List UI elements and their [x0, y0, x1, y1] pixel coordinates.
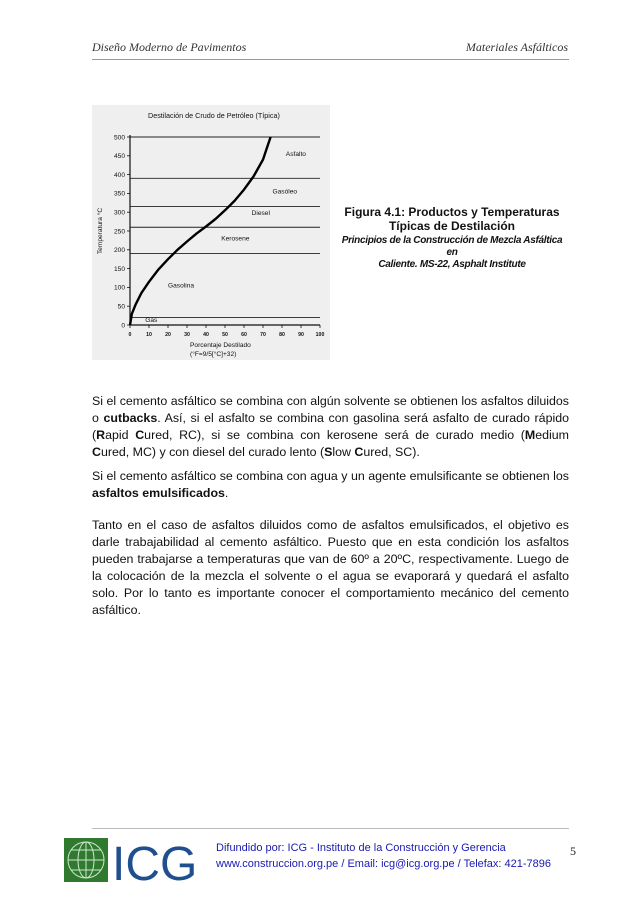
x-tick-label-1: 10: [146, 332, 152, 338]
x-tick-label-3: 30: [184, 332, 190, 338]
fraction-label-0: Gas: [145, 316, 158, 324]
x-tick-label-6: 60: [241, 332, 247, 338]
y-tick-label-10: 500: [113, 134, 125, 142]
fraction-label-2: Kerosene: [221, 235, 250, 243]
y-tick-label-7: 350: [113, 190, 125, 198]
paragraph-cutbacks: [92, 393, 569, 461]
text-run-10: ured, MC) y con diesel del curado lento (: [100, 445, 325, 459]
bold-run-3: R: [96, 428, 106, 442]
y-tick-label-5: 250: [113, 228, 125, 236]
text-run-14: ured, SC).: [363, 445, 420, 459]
x-tick-label-8: 80: [279, 332, 285, 338]
text-run-4: apid: [105, 428, 136, 442]
x-axis-note: (°F=9/5[°C]+32): [190, 351, 237, 358]
text-run-8: edium: [535, 428, 569, 442]
bold-run-5: C: [135, 428, 145, 442]
y-axis-label: Temperatura °C: [97, 207, 104, 255]
running-header-right: Materiales Asfálticos: [465, 40, 568, 54]
bold-run-11: S: [324, 445, 333, 459]
x-tick-label-2: 20: [165, 332, 171, 338]
text-run-0: Si el cemento asfáltico se combina con algún solvente se obtienen los asfaltos diluidos o: [92, 394, 569, 425]
bold-run-7: M: [524, 428, 536, 442]
y-tick-label-6: 300: [113, 209, 125, 217]
text-run-2: . Así, si el asfalto se combina con gasolina será asfalto de curado rápido (: [92, 411, 569, 442]
fraction-label-4: Gasóleo: [272, 188, 298, 196]
caption-title-line-2: Típicas de Destilación: [388, 219, 516, 233]
y-tick-label-4: 200: [113, 247, 125, 255]
figure-caption-source: [336, 235, 568, 271]
running-header-left: Diseño Moderno de Pavimentos: [92, 40, 247, 54]
y-tick-label-1: 50: [117, 303, 125, 311]
y-tick-label-8: 400: [113, 171, 125, 179]
x-tick-label-9: 90: [298, 332, 304, 338]
caption-source-line-1: Principios de la Construcción de Mezcla Asfáltica en: [341, 235, 563, 258]
text-run-2: .: [224, 486, 229, 500]
bold-run-1: asfaltos emulsificados: [92, 486, 225, 500]
caption-source-line-2: Caliente. MS-22, Asphalt Institute: [378, 259, 526, 270]
bold-run-13: C: [354, 445, 364, 459]
text-run-12: low: [332, 445, 355, 459]
bold-run-1: cutbacks: [103, 411, 158, 425]
chart-title: Destilación de Crudo de Petróleo (Típica): [148, 111, 280, 120]
caption-title-line-1: Figura 4.1: Productos y Temperaturas: [344, 205, 560, 219]
distillation-curve-0: [130, 137, 271, 325]
figure-caption-title: [336, 205, 568, 233]
footer-distribution: Difundido por: ICG - Instituto de la Construcción y Gerencia: [216, 842, 506, 854]
distillation-chart: [92, 105, 330, 360]
text-run-0: Si el cemento asfáltico se combina con agua y un agente emulsificante se obtienen los: [92, 469, 569, 483]
footer-contact: www.construccion.org.pe / Email: icg@icg.org.pe / Telefax: 421-7896: [216, 858, 552, 870]
x-tick-label-0: 0: [128, 332, 132, 338]
fraction-label-3: Diesel: [251, 209, 270, 217]
x-tick-label-4: 40: [203, 332, 209, 338]
paragraph-emulsions: [92, 468, 569, 502]
fraction-label-1: Gasolina: [168, 282, 195, 290]
x-axis-label: Porcentaje Destilado: [190, 342, 251, 349]
x-tick-label-5: 50: [222, 332, 228, 338]
icg-logo: [62, 834, 202, 886]
y-tick-label-2: 100: [113, 284, 125, 292]
paragraph-workability: Tanto en el caso de asfaltos diluidos como de asfaltos emulsificados, el objetivo es darle trabajabilidad al cemento asfáltico. Puesto que en esta condición los asfaltos pueden trabajarse a temperaturas que van de 60º a 20ºC, respectivamente. Luego de la colocación de la mezcla el solvente o el agua se evaporará y quedará el asfalto solo. Por lo tanto es importante conocer el comportamiento mecánico del cemento asfáltico.: [92, 518, 569, 617]
page-number: 5: [570, 844, 576, 858]
y-tick-label-3: 150: [113, 265, 125, 273]
footer-divider: [92, 828, 569, 829]
x-tick-label-10: 100: [315, 332, 325, 338]
y-tick-label-0: 0: [121, 322, 125, 330]
bold-run-9: C: [92, 445, 101, 459]
header-divider: [92, 59, 569, 60]
text-run-6: ured, RC), si se combina con kerosene será de curado medio (: [144, 428, 525, 442]
x-tick-label-7: 70: [260, 332, 266, 338]
y-tick-label-9: 450: [113, 153, 125, 161]
logo-text: ICG: [112, 838, 198, 886]
fraction-label-5: Asfalto: [285, 150, 306, 158]
